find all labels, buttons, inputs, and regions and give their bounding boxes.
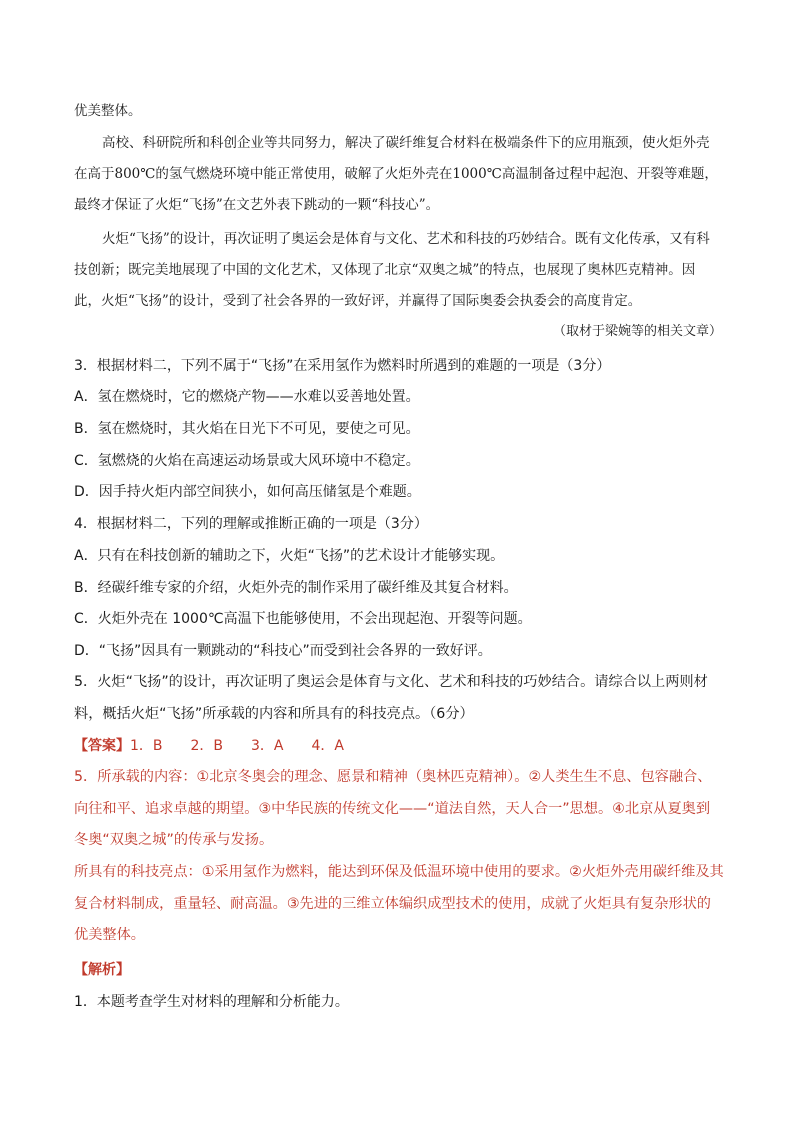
passage-source: （取材于梁婉等的相关文章） xyxy=(552,324,722,339)
question-4-option-c: C．火炬外壳在 1000℃高温下也能够使用，不会出现起泡、开裂等问题。 xyxy=(74,611,532,627)
question-3-option-c: C．氢燃烧的火焰在高速运动场景或大风环境中不稳定。 xyxy=(74,453,420,469)
question-3-stem: 3．根据材料二，下列不属于“飞扬”在采用氢作为燃料时所遇到的难题的一项是（3分） xyxy=(74,358,611,374)
question-4-option-d: D．“飞扬”因具有一颗跳动的“科技心”而受到社会各界的一致好评。 xyxy=(74,643,492,659)
analysis-tag: 【解析】 xyxy=(74,962,130,978)
analysis-line-1: 1．本题考查学生对材料的理解和分析能力。 xyxy=(74,994,349,1010)
answer-q5-content: 5．所承载的内容：①北京冬奥会的理念、愿景和精神（奥林匹克精神）。②人类生生不息、包容融合、向往和平、追求卓越的期望。③中华民族的传统文化——“道法自然，天人合一”思想。④北京从夏奥到冬奥“双奥之城”的传承与发扬。 xyxy=(74,769,712,848)
question-5-stem: 5．火炬“飞扬”的设计，再次证明了奥运会是体育与文化、艺术和科技的巧妙结合。请综合以上两则材料，概括火炬“飞扬”所承载的内容和所具有的科技亮点。（6分） xyxy=(74,674,708,722)
answer-q5-tech: 所具有的科技亮点：①采用氢作为燃料，能达到环保及低温环境中使用的要求。②火炬外壳用碳纤维及其复合材料制成，重量轻、耐高温。③先进的三维立体编织成型技术的使用，成就了火炬具有复杂形状的优美整体。 xyxy=(74,864,724,943)
question-3-option-b: B．氢在燃烧时，其火焰在日光下不可见，要使之可见。 xyxy=(74,421,420,437)
passage-fragment: 优美整体。 xyxy=(74,103,142,119)
question-3-option-a: A．氢在燃烧时，它的燃烧产物——水难以妥善地处置。 xyxy=(74,389,420,405)
answer-keys-line xyxy=(74,736,724,756)
question-4-option-a: A．只有在科技创新的辅助之下，火炬“飞扬”的艺术设计才能够实现。 xyxy=(74,548,505,564)
passage-paragraph-design: 火炬“飞扬”的设计，再次证明了奥运会是体育与文化、艺术和科技的巧妙结合。既有文化传承，又有科技创新；既完美地展现了中国的文化艺术，又体现了北京“双奥之城”的特点，也展现了奥林匹克精神。因此，火炬“飞扬”的设计，受到了社会各界的一致好评，并赢得了国际奥委会执委会的高度肯定。 xyxy=(74,231,710,309)
question-4-option-b: B．经碳纤维专家的介绍，火炬外壳的制作采用了碳纤维及其复合材料。 xyxy=(74,580,518,596)
answer-keys: 1．B 2．B 3．A 4．A xyxy=(130,738,344,754)
passage-paragraph-research: 高校、科研院所和科创企业等共同努力，解决了碳纤维复合材料在极端条件下的应用瓶颈，使火炬外壳在高于800℃的氢气燃烧环境中能正常使用，破解了火炬外壳在1000℃高温制备过程中起泡、开裂等难题，最终才保证了火炬“飞扬”在文艺外表下跳动的一颗“科技心”。 xyxy=(74,135,718,213)
answer-tag: 【答案】 xyxy=(74,738,130,754)
question-4-stem: 4．根据材料二，下列的理解或推断正确的一项是（3分） xyxy=(74,516,428,532)
question-3-option-d: D．因手持火炬内部空间狭小，如何高压储氢是个难题。 xyxy=(74,484,421,500)
